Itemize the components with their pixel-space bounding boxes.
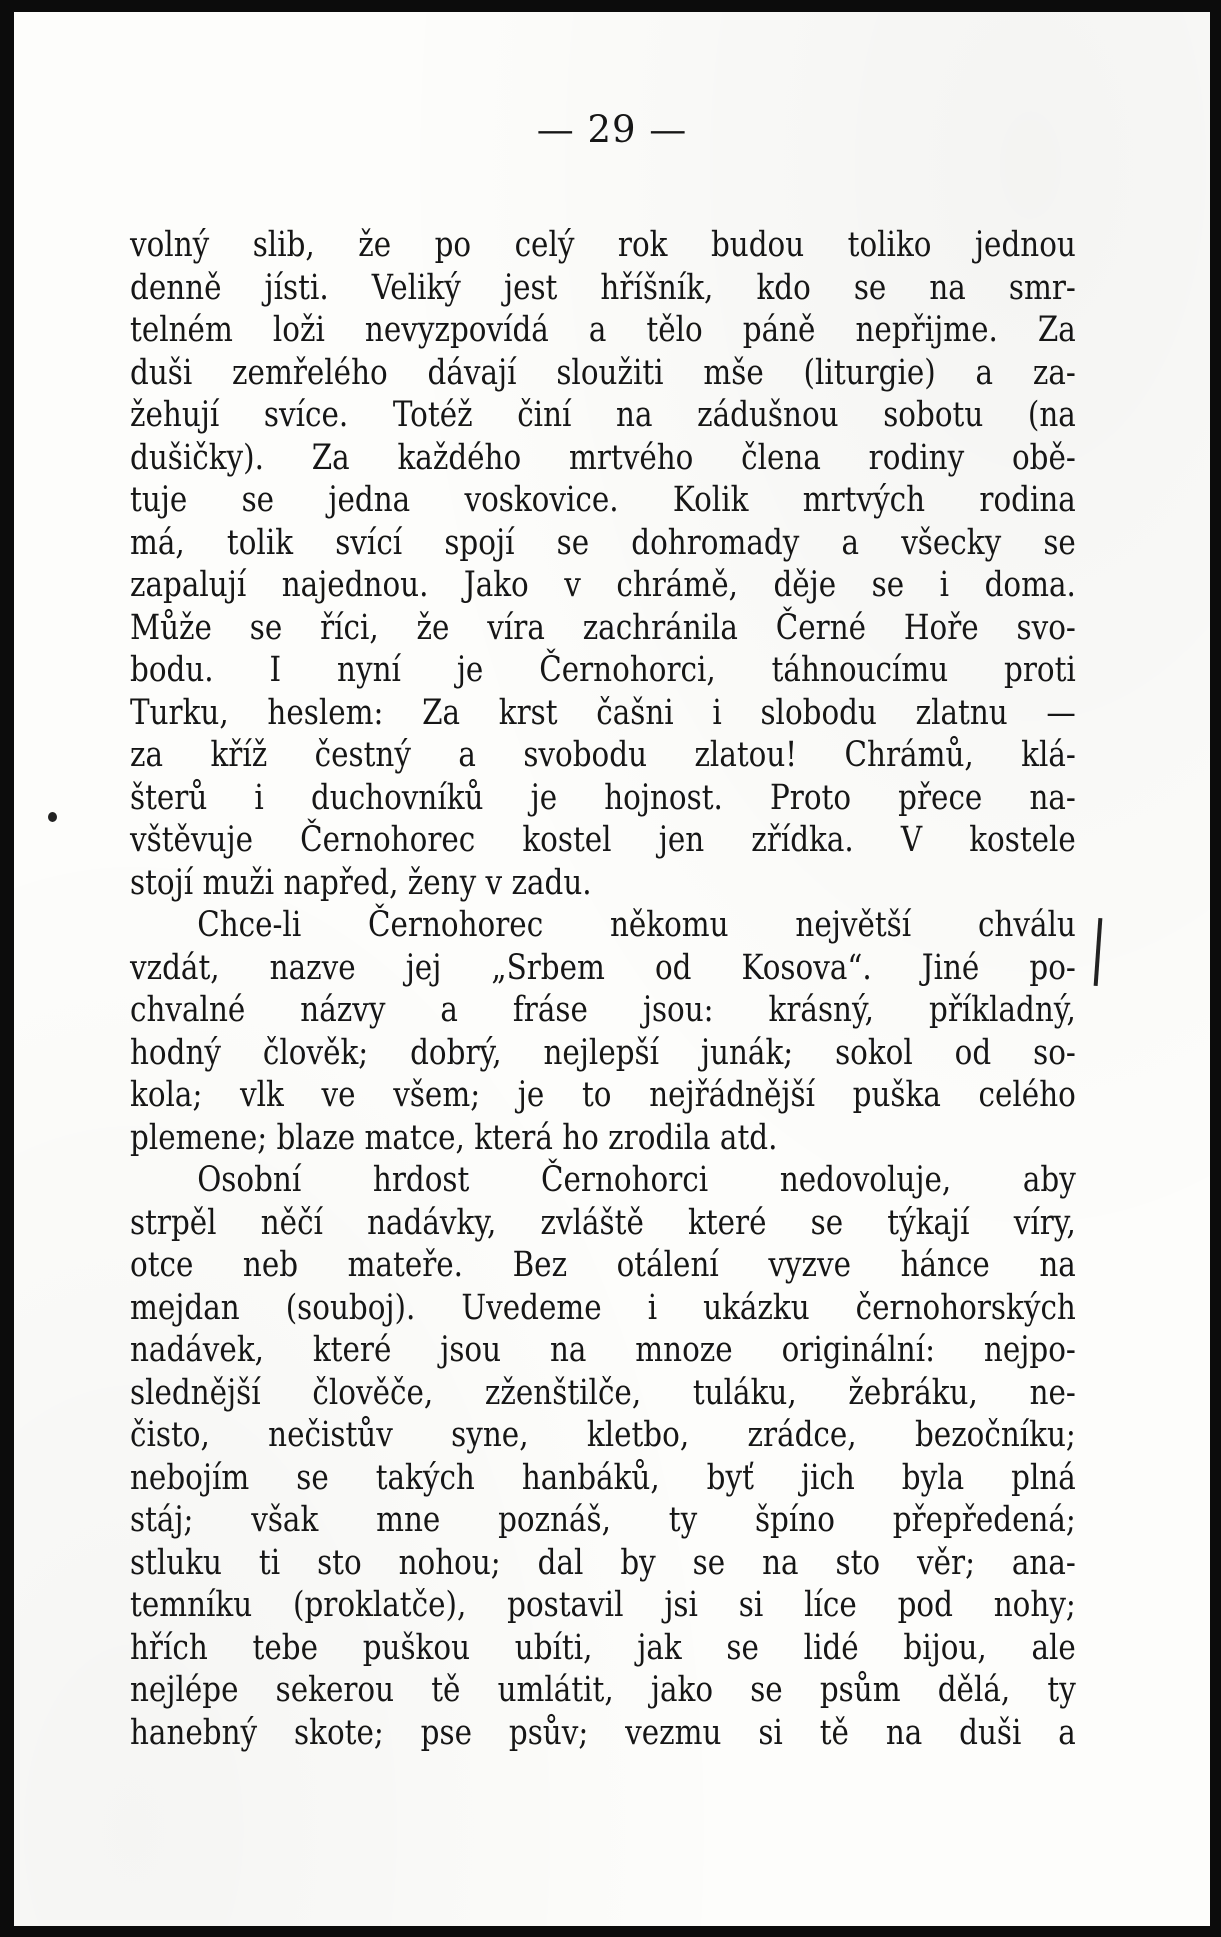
text-line: nadávek, které jsou na mnoze originální: nejpo- [130, 1330, 1076, 1370]
text-line: Turku, heslem: Za krst čašni i slobodu zlatnu — [130, 692, 1076, 733]
text-line: chvalné názvy a fráse jsou: krásný, příkladný, [130, 990, 1076, 1030]
text-line: za kříž čestný a svobodu zlatou! Chrámů, klá- [130, 735, 1076, 775]
margin-mark [48, 812, 57, 822]
text-line: hanebný skote; pse psův; vezmu si tě na duši a [130, 1712, 1076, 1753]
body-text [130, 224, 1076, 1754]
text-line: kola; vlk ve všem; je to nejřádnější puška celého [130, 1075, 1076, 1115]
text-line: hodný člověk; dobrý, nejlepší junák; sokol od so- [130, 1032, 1076, 1073]
text-line: šterů i duchovníků je hojnost. Proto přece na- [130, 777, 1076, 818]
text-line: zapalují najednou. Jako v chrámě, děje se i doma. [130, 565, 1076, 605]
text-line: duši zemřelého dávají sloužiti mše (liturgie) a za- [130, 352, 1076, 393]
text-line: hřích tebe puškou ubíti, jak se lidé bijou, ale [130, 1627, 1076, 1668]
text-line: bodu. I nyní je Černohorci, táhnoucímu proti [130, 650, 1076, 690]
margin-mark [1094, 918, 1103, 986]
page-number: — 29 — [536, 108, 688, 151]
text-line: vštěvuje Černohorec kostel jen zřídka. V kostele [130, 820, 1076, 860]
text-line: tuje se jedna voskovice. Kolik mrtvých rodina [130, 480, 1076, 520]
text-line: nejlépe sekerou tě umlátit, jako se psům dělá, ty [130, 1670, 1076, 1710]
text-line: slednější člověče, zženštilče, tuláku, žebráku, ne- [130, 1372, 1076, 1413]
text-line: mejdan (souboj). Uvedeme i ukázku černohorských [130, 1287, 1076, 1328]
text-line: stojí muži napřed, ženy v zadu. [130, 862, 592, 903]
text-line: denně jísti. Veliký jest hříšník, kdo se na smr- [130, 267, 1076, 308]
text-line: nebojím se takých hanbáků, byť jich byla plná [130, 1457, 1076, 1498]
text-line: otce neb mateře. Bez otálení vyzve hánce na [130, 1245, 1076, 1285]
text-line: telném loži nevyzpovídá a tělo páně nepřijme. Za [130, 310, 1076, 350]
text-line: vzdát, nazve jej „Srbem od Kosova“. Jiné po- [130, 947, 1076, 988]
text-line: Osobní hrdost Černohorci nedovoluje, aby [197, 1160, 1076, 1200]
text-line: strpěl něčí nadávky, zvláště které se týkají víry, [130, 1202, 1076, 1243]
text-line: stáj; však mne poznáš, ty špíno přepředená; [130, 1500, 1076, 1540]
text-line: stluku ti sto nohou; dal by se na sto věr; ana- [130, 1542, 1076, 1583]
text-line: žehují svíce. Totéž činí na zádušnou sobotu (na [130, 395, 1076, 435]
text-line: Může se říci, že víra zachránila Černé Hoře svo- [130, 607, 1076, 648]
text-line: čisto, nečistův syne, kletbo, zrádce, bezočníku; [130, 1415, 1076, 1455]
text-line: volný slib, že po celý rok budou toliko jednou [130, 225, 1076, 265]
text-line: má, tolik svící spojí se dohromady a všecky se [130, 522, 1076, 563]
text-line: dušičky). Za každého mrtvého člena rodiny obě- [130, 437, 1076, 478]
text-line: plemene; blaze matce, která ho zrodila atd. [130, 1117, 778, 1158]
text-line: Chce-li Černohorec někomu největší chválu [197, 905, 1076, 945]
book-page [14, 12, 1210, 1926]
text-line: temníku (proklatče), postavil jsi si líce pod nohy; [130, 1585, 1076, 1625]
